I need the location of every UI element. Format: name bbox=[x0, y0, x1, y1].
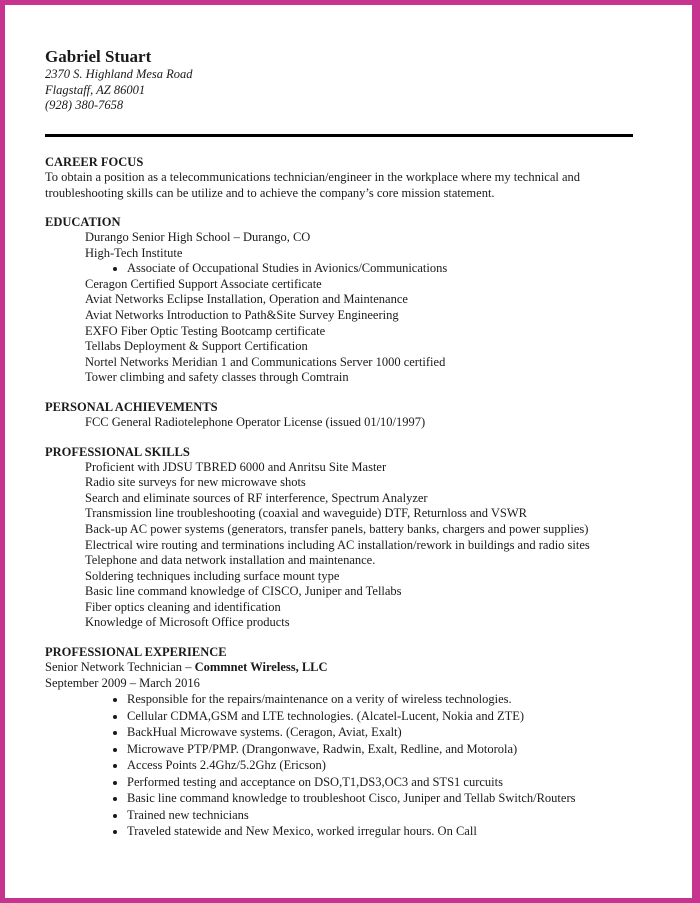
company-name: Commnet Wireless, LLC bbox=[194, 660, 328, 675]
career-focus-line-2: troubleshooting skills can be utilize and to achieve the company’s core mission statement. bbox=[45, 185, 495, 200]
experience-heading: PROFESSIONAL EXPERIENCE bbox=[45, 645, 227, 660]
achievements-heading: PERSONAL ACHIEVEMENTS bbox=[45, 399, 218, 414]
education-item: Aviat Networks Eclipse Installation, Operation and Maintenance bbox=[85, 292, 408, 307]
education-item: Aviat Networks Introduction to Path&Site Survey Engineering bbox=[85, 307, 399, 322]
skill-item: Electrical wire routing and terminations including AC installation/rework in buildings and radio sites bbox=[85, 537, 590, 552]
job-dates: September 2009 – March 2016 bbox=[45, 675, 200, 690]
phone-number: (928) 380-7658 bbox=[45, 98, 124, 112]
education-item: EXFO Fiber Optic Testing Bootcamp certificate bbox=[85, 323, 326, 338]
experience-bullet-item: • Cellular CDMA,GSM and LTE technologies. (Alcatel-Lucent, Nokia and ZTE) bbox=[127, 708, 645, 725]
experience-bullet-item: • BackHual Microwave systems. (Ceragon, Aviat, Exalt) bbox=[127, 724, 645, 741]
skill-item: Telephone and data network installation and maintenance. bbox=[85, 553, 376, 568]
experience-bullet-item: • Traveled statewide and New Mexico, worked irregular hours. On Call bbox=[127, 823, 645, 840]
skill-item: Proficient with JDSU TBRED 6000 and Anritsu Site Master bbox=[85, 459, 387, 474]
education-item: Durango Senior High School – Durango, CO bbox=[85, 230, 311, 244]
experience-bullet-item: • Responsible for the repairs/maintenance on a verity of wireless technologies. bbox=[127, 691, 645, 708]
skills-heading: PROFESSIONAL SKILLS bbox=[45, 444, 190, 459]
education-item: Nortel Networks Meridian 1 and Communications Server 1000 certified bbox=[85, 354, 446, 369]
education-item: Ceragon Certified Support Associate certificate bbox=[85, 276, 322, 291]
education-bullet-item: • Associate of Occupational Studies in Avionics/Communications bbox=[127, 261, 645, 277]
experience-bullet-item: • Access Points 2.4Ghz/5.2Ghz (Ericson) bbox=[127, 757, 645, 774]
skill-item: Radio site surveys for new microwave shots bbox=[85, 475, 306, 490]
education-bullet-list bbox=[45, 261, 645, 277]
achievement-item: FCC General Radiotelephone Operator License (issued 01/10/1997) bbox=[85, 414, 426, 429]
skill-item: Back-up AC power systems (generators, transfer panels, battery banks, chargers and power supplies) bbox=[85, 521, 589, 536]
education-item: Tellabs Deployment & Support Certification bbox=[85, 339, 308, 354]
skill-item: Transmission line troubleshooting (coaxial and waveguide) DTF, Returnloss and VSWR bbox=[85, 506, 528, 521]
education-heading: EDUCATION bbox=[45, 215, 121, 229]
experience-bullet-item: • Performed testing and acceptance on DSO,T1,DS3,OC3 and STS1 curcuits bbox=[127, 774, 645, 791]
applicant-name: Gabriel Stuart bbox=[45, 47, 152, 66]
skill-item: Search and eliminate sources of RF interference, Spectrum Analyzer bbox=[85, 490, 428, 505]
experience-bullet-item: • Trained new technicians bbox=[127, 807, 645, 824]
street-address: 2370 S. Highland Mesa Road bbox=[45, 67, 193, 81]
education-item: High-Tech Institute bbox=[85, 245, 183, 260]
resume-body bbox=[45, 154, 645, 840]
skill-item: Basic line command knowledge of CISCO, Juniper and Tellabs bbox=[85, 584, 402, 599]
job-title-line bbox=[45, 660, 645, 676]
experience-bullet-item: • Microwave PTP/PMP. (Drangonwave, Radwin, Exalt, Redline, and Motorola) bbox=[127, 741, 645, 758]
experience-bullet-item: • Basic line command knowledge to troubleshoot Cisco, Juniper and Tellab Switch/Routers bbox=[127, 790, 645, 807]
experience-bullet-list bbox=[45, 691, 645, 840]
job-separator: – bbox=[182, 660, 195, 675]
skill-item: Fiber optics cleaning and identification bbox=[85, 599, 281, 614]
career-focus-heading: CAREER FOCUS bbox=[45, 155, 144, 169]
education-item: Tower climbing and safety classes through Comtrain bbox=[85, 370, 349, 385]
city-state-zip: Flagstaff, AZ 86001 bbox=[45, 82, 146, 97]
resume-page bbox=[5, 5, 692, 898]
career-focus-line-1: To obtain a position as a telecommunications technician/engineer in the workplace where my technical and bbox=[45, 170, 581, 184]
job-title: Senior Network Technician bbox=[45, 660, 183, 675]
header-divider bbox=[45, 134, 633, 137]
resume-header bbox=[45, 47, 645, 114]
skill-item: Knowledge of Microsoft Office products bbox=[85, 615, 290, 630]
skill-item: Soldering techniques including surface mount type bbox=[85, 568, 340, 583]
